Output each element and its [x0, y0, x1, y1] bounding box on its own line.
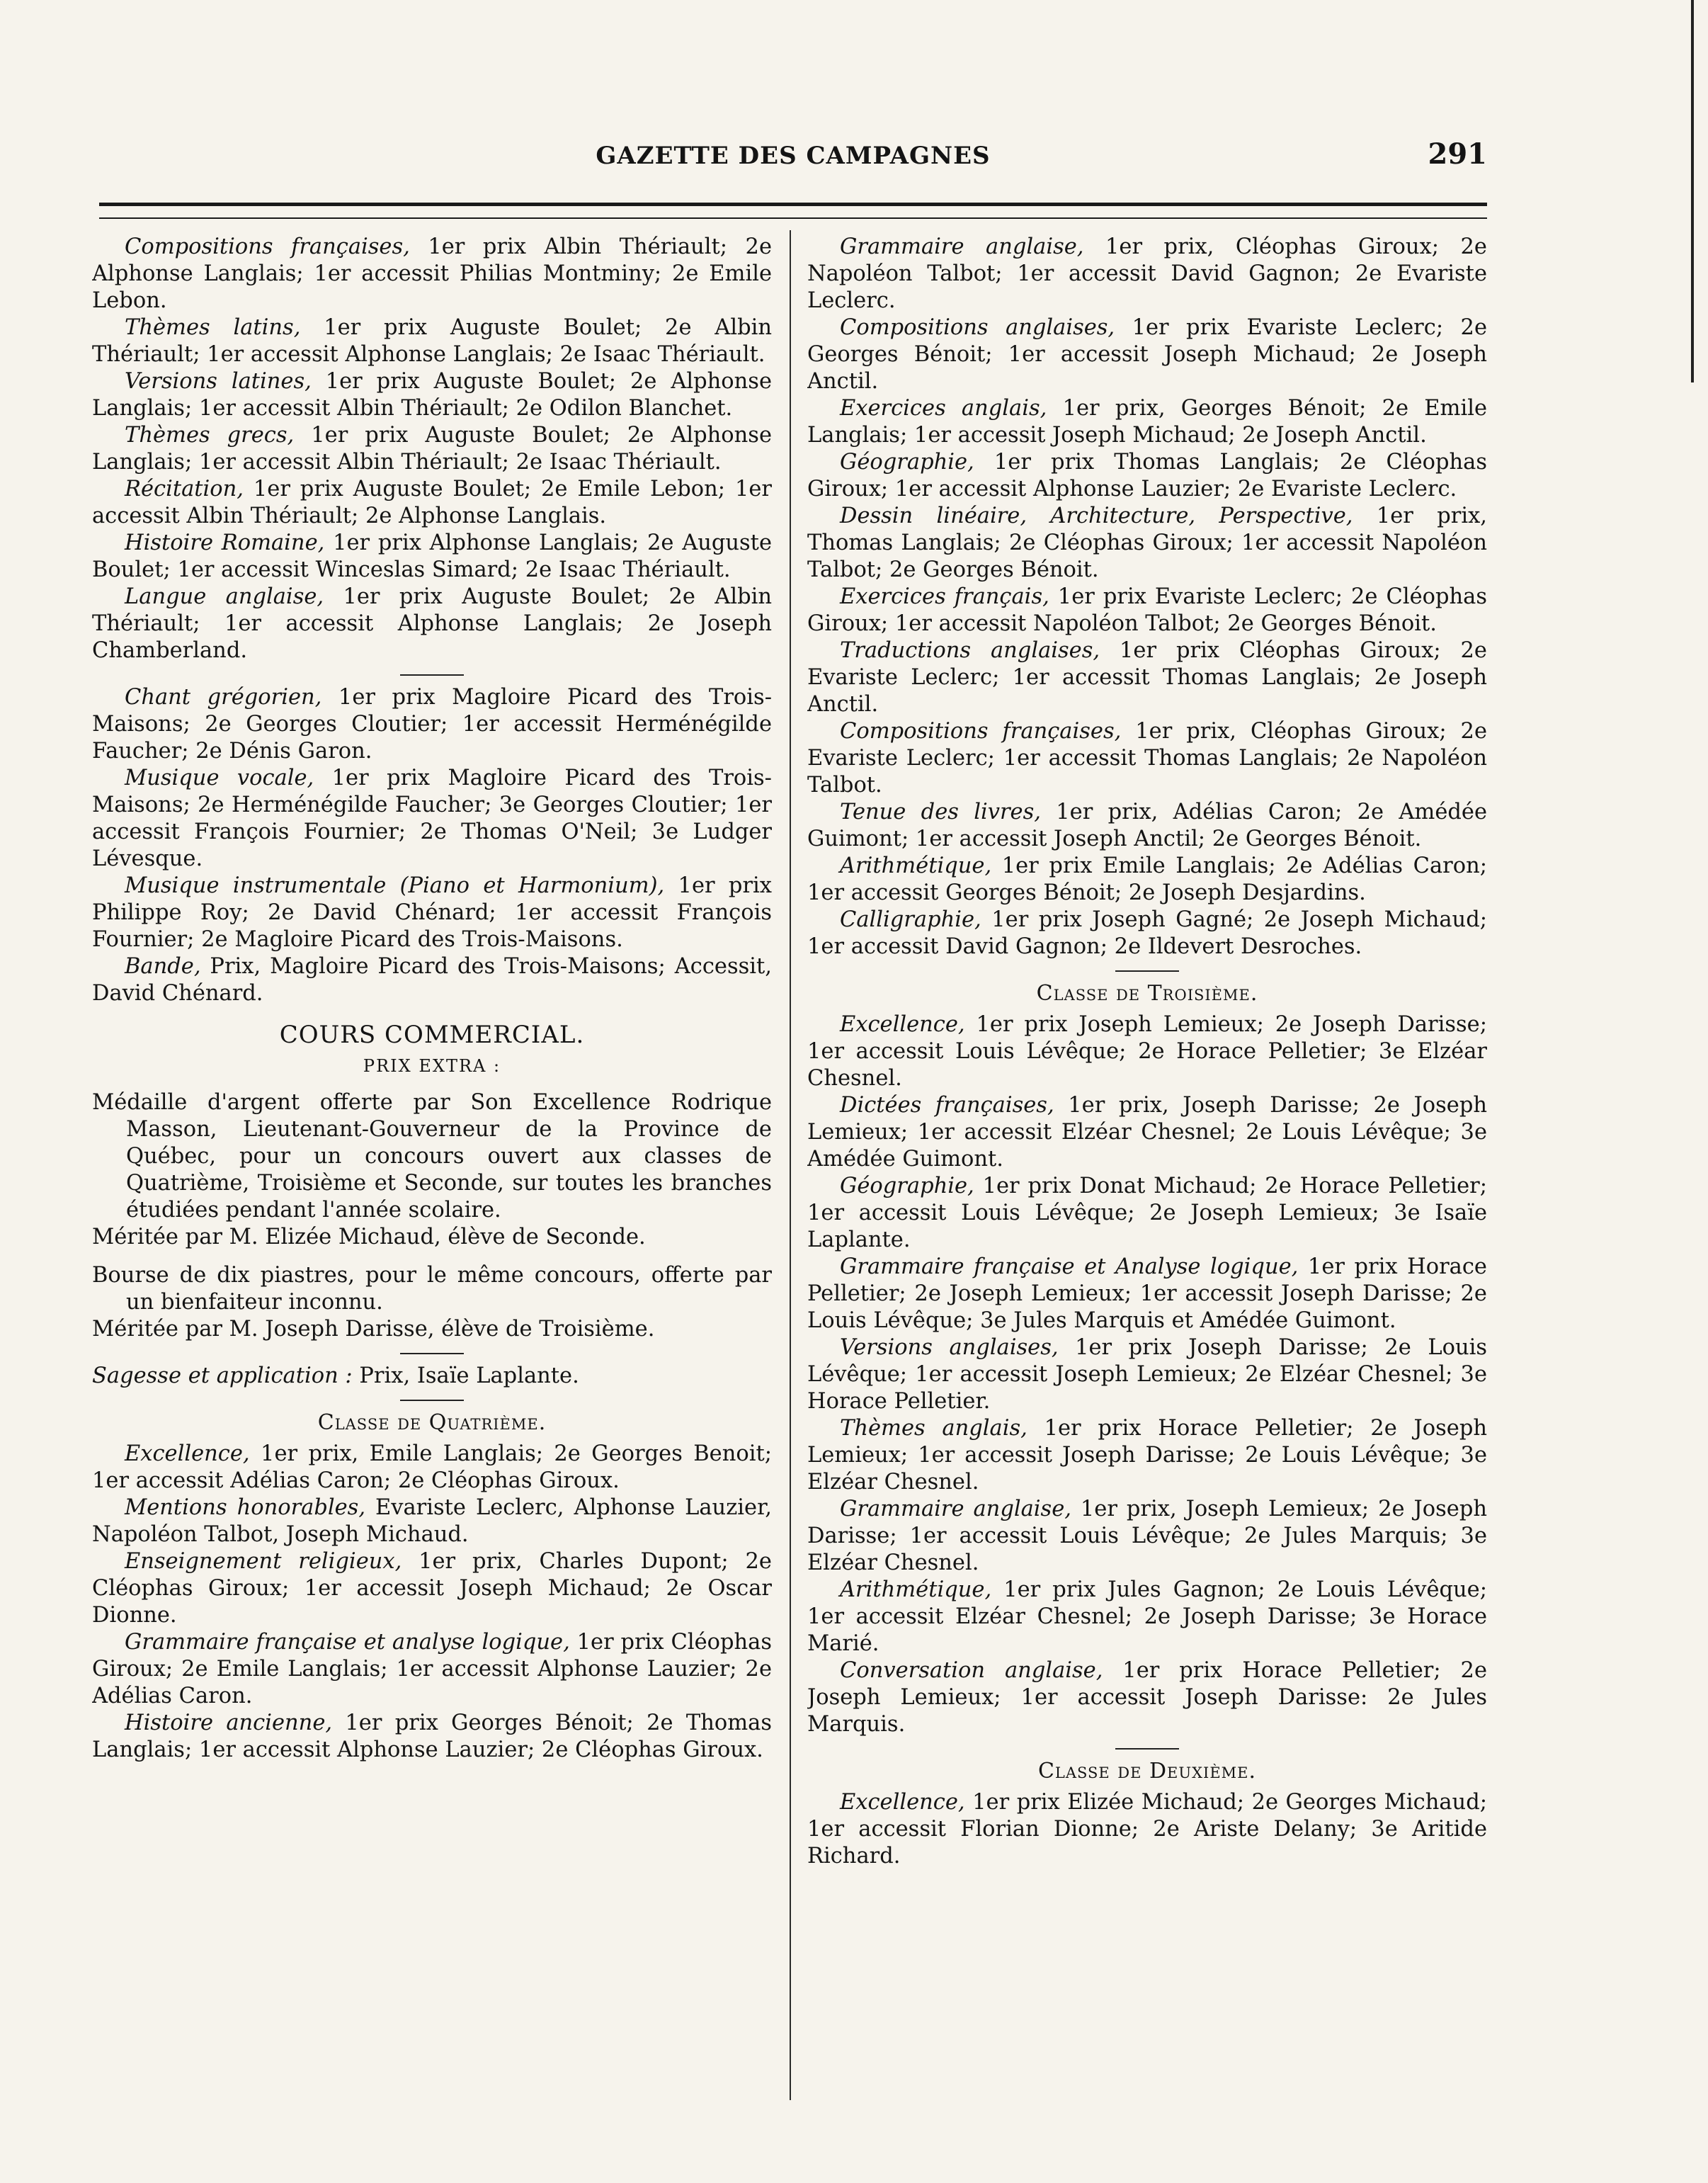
prize-entry [807, 449, 1487, 503]
subject-label: Thèmes grecs, [125, 423, 295, 448]
subject-label: Conversation anglaise, [840, 1658, 1103, 1683]
prize-winners: 1er prix Magloire Picard des Trois-Maisons; 2e Georges Cloutier; 1er accessit Herménégilde Faucher; 2e Dénis Garon. [92, 685, 772, 764]
subject-label: Traductions anglaises, [840, 638, 1100, 663]
subject-label: Bande, [125, 954, 201, 979]
medaille-winner: Méritée par M. Elizée Michaud, élève de Seconde. [92, 1225, 646, 1249]
subject-label: Récitation, [125, 477, 244, 501]
prize-entry [807, 853, 1487, 907]
prize-entry [807, 584, 1487, 637]
prize-winners: 1er prix Joseph Lemieux; 2e Joseph Darisse; 1er accessit Louis Lévêque; 2e Horace Pelletier; 3e Elzéar Chesnel. [807, 1012, 1487, 1091]
prize-winners: 1er prix, Georges Bénoit; 2e Emile Langlais; 1er accessit Joseph Michaud; 2e Joseph Anctil. [807, 396, 1487, 448]
prize-entry [807, 234, 1487, 314]
subject-label: Grammaire anglaise, [840, 234, 1084, 259]
prize-entry [92, 476, 772, 530]
section-divider [1115, 970, 1179, 972]
quatrieme-heading: Classe de Quatrième. [317, 1410, 547, 1435]
prize-entry [92, 873, 772, 953]
prize-list-quatrieme-cont [807, 234, 1487, 960]
subject-label: Histoire ancienne, [125, 1711, 333, 1735]
subject-label: Excellence, [125, 1441, 250, 1466]
prix-extra-subheading: PRIX EXTRA : [363, 1056, 501, 1076]
prize-winners: 1er prix, Charles Dupont; 2e Cléophas Giroux; 1er accessit Joseph Michaud; 2e Oscar Dionne. [92, 1549, 772, 1628]
prize-winners: 1er prix Auguste Boulet; 2e Alphonse Langlais; 1er accessit Albin Thériault; 2e Isaac Thériault. [92, 423, 772, 475]
prize-list-troisieme [807, 1011, 1487, 1738]
prize-entry [92, 953, 772, 1007]
sagesse-paragraph [92, 1363, 772, 1390]
prize-winners: 1er prix Horace Pelletier; 2e Joseph Lemieux; 1er accessit Joseph Darisse; 2e Louis Lévêque; 3e Jules Marquis et Amédée Guimont. [807, 1254, 1487, 1333]
prize-winners: 1er prix Auguste Boulet; 2e Emile Lebon; 1er accessit Albin Thériault; 2e Alphonse Langlais. [92, 477, 772, 528]
prize-entry [92, 368, 772, 422]
section-divider [400, 1353, 464, 1354]
prize-winners: 1er prix Auguste Boulet; 2e Albin Thériault; 1er accessit Alphonse Langlais; 2e Joseph Chamberland. [92, 584, 772, 663]
prize-entry [807, 314, 1487, 395]
prize-winners: 1er prix Auguste Boulet; 2e Albin Thériault; 1er accessit Alphonse Langlais; 2e Isaac Thériault. [92, 315, 772, 367]
bourse-winner: Méritée par M. Joseph Darisse, élève de Troisième. [92, 1317, 655, 1342]
subject-label: Compositions anglaises, [840, 315, 1115, 340]
subject-label: Calligraphie, [840, 907, 981, 932]
prize-entry [807, 1011, 1487, 1092]
prize-winners: 1er prix Joseph Gagné; 2e Joseph Michaud; 1er accessit David Gagnon; 2e Ildevert Desroches. [807, 907, 1487, 959]
prize-entry [92, 234, 772, 314]
prize-winners: 1er prix Donat Michaud; 2e Horace Pelletier; 1er accessit Louis Lévêque; 2e Joseph Lemieux; 3e Isaïe Laplante. [807, 1174, 1487, 1252]
prize-entry [807, 395, 1487, 449]
deuxieme-heading: Classe de Deuxième. [1037, 1759, 1257, 1784]
sagesse-label: Sagesse et application : [92, 1363, 353, 1388]
subject-label: Langue anglaise, [125, 584, 324, 609]
prize-winners: 1er prix Georges Bénoit; 2e Thomas Langlais; 1er accessit Alphonse Lauzier; 2e Cléophas Giroux. [92, 1711, 772, 1762]
prize-winners: 1er prix Evariste Leclerc; 2e Cléophas Giroux; 1er accessit Napoléon Talbot; 2e Georges Bénoit. [807, 584, 1487, 636]
prize-entry [807, 1657, 1487, 1738]
prize-list-quatrieme [92, 1441, 772, 1764]
subject-label: Musique instrumentale (Piano et Harmonium), [125, 873, 665, 898]
prize-entry [92, 530, 772, 584]
prize-winners: 1er prix Evariste Leclerc; 2e Georges Bénoit; 1er accessit Joseph Michaud; 2e Joseph Anctil. [807, 315, 1487, 394]
prize-entry [807, 718, 1487, 799]
prize-winners: 1er prix Joseph Darisse; 2e Louis Lévêque; 1er accessit Joseph Lemieux; 2e Elzéar Chesnel; 3e Horace Pelletier. [807, 1335, 1487, 1414]
subject-label: Grammaire française et Analyse logique, [840, 1254, 1299, 1279]
sagesse-winner: Prix, Isaïe Laplante. [352, 1363, 579, 1388]
subject-label: Mentions honorables, [125, 1495, 366, 1520]
prize-entry [92, 1629, 772, 1710]
prize-winners: 1er prix, Emile Langlais; 2e Georges Benoit; 1er accessit Adélias Caron; 2e Cléophas Giroux. [92, 1441, 772, 1493]
prize-entry [92, 684, 772, 765]
prize-winners: 1er prix, Cléophas Giroux; 2e Napoléon Talbot; 1er accessit David Gagnon; 2e Evariste Leclerc. [807, 234, 1487, 313]
subject-label: Arithmétique, [840, 1577, 992, 1602]
header-rule [99, 203, 1487, 219]
prize-entry [92, 584, 772, 664]
prize-entry [807, 1254, 1487, 1334]
subject-label: Géographie, [840, 1174, 974, 1198]
prize-entry [807, 1577, 1487, 1657]
subject-label: Géographie, [840, 450, 974, 475]
prize-winners: 1er prix Auguste Boulet; 2e Alphonse Langlais; 1er accessit Albin Thériault; 2e Odilon Blanchet. [92, 369, 772, 421]
prize-winners: 1er prix Jules Gagnon; 2e Louis Lévêque; 1er accessit Elzéar Chesnel; 2e Joseph Darisse; 3e Horace Marié. [807, 1577, 1487, 1656]
subject-label: Versions anglaises, [840, 1335, 1059, 1360]
prize-winners: 1er prix Horace Pelletier; 2e Joseph Lemieux; 1er accessit Joseph Darisse: 2e Jules Marquis. [807, 1658, 1487, 1737]
subject-label: Thèmes latins, [125, 315, 301, 340]
subject-label: Arithmétique, [840, 854, 992, 878]
prize-entry [92, 422, 772, 476]
publication-title: GAZETTE DES CAMPAGNES [596, 142, 991, 170]
prize-entry [807, 1415, 1487, 1496]
prize-entry [92, 1548, 772, 1629]
prize-entry [92, 765, 772, 873]
prize-entry [92, 1495, 772, 1548]
subject-label: Excellence, [840, 1012, 965, 1037]
page-number: 291 [1428, 137, 1487, 171]
prize-winners: 1er prix Cléophas Giroux; 2e Emile Langlais; 1er accessit Alphonse Lauzier; 2e Adélias Caron. [92, 1630, 772, 1708]
subject-label: Chant grégorien, [125, 685, 322, 710]
subject-label: Grammaire anglaise, [840, 1497, 1071, 1521]
subject-label: Versions latines, [125, 369, 312, 394]
prize-winners: 1er prix, Cléophas Giroux; 2e Evariste Leclerc; 1er accessit Thomas Langlais; 2e Napoléon Talbot. [807, 719, 1487, 798]
right-column [807, 234, 1487, 2090]
subject-label: Musique vocale, [125, 766, 314, 790]
subject-label: Excellence, [840, 1790, 965, 1815]
subject-label: Dessin linéaire, Architecture, Perspective, [840, 504, 1353, 528]
prize-winners: 1er prix Alphonse Langlais; 2e Auguste Boulet; 1er accessit Winceslas Simard; 2e Isaac Thériault. [92, 531, 772, 582]
page-header [99, 135, 1487, 177]
prize-entry [807, 1789, 1487, 1870]
prize-entry [92, 314, 772, 368]
cours-commercial-heading: COURS COMMERCIAL. [279, 1021, 585, 1049]
subject-label: Tenue des livres, [840, 800, 1041, 824]
subject-label: Thèmes anglais, [840, 1416, 1027, 1441]
prize-winners: 1er prix Magloire Picard des Trois-Maisons; 2e Herménégilde Faucher; 3e Georges Cloutier; 1er accessit François Fournier; 2e Thomas O'Neil; 3e Ludger Lévesque. [92, 766, 772, 871]
prize-entry [807, 799, 1487, 853]
subject-label: Histoire Romaine, [125, 531, 325, 555]
subject-label: Enseignement religieux, [125, 1549, 402, 1574]
column-divider [790, 230, 791, 2100]
prize-winners: 1er prix, Adélias Caron; 2e Amédée Guimont; 1er accessit Joseph Anctil; 2e Georges Bénoit. [807, 800, 1487, 851]
section-divider [1115, 1748, 1179, 1750]
section-divider [400, 1400, 464, 1401]
prize-entry [807, 1496, 1487, 1577]
prize-list-seconde [92, 234, 772, 664]
prize-winners: 1er prix Philippe Roy; 2e David Chénard; 1er accessit François Fournier; 2e Magloire Picard des Trois-Maisons. [92, 873, 772, 952]
subject-label: Compositions françaises, [125, 234, 410, 259]
medaille-paragraph: Médaille d'argent offerte par Son Excellence Rodrique Masson, Lieutenant-Gouverneur de la Province de Québec, pour un concours ouvert aux classes de Quatrième, Troisième et Seconde, sur toutes les branches étudiées pendant l'année scolaire. [92, 1090, 772, 1223]
page-edge-rule [1691, 0, 1694, 382]
subject-label: Exercices anglais, [840, 396, 1047, 421]
prize-entry [92, 1441, 772, 1495]
prize-winners: 1er prix Elizée Michaud; 2e Georges Michaud; 1er accessit Florian Dionne; 2e Ariste Delany; 3e Aritide Richard. [807, 1790, 1487, 1869]
prize-entry [807, 503, 1487, 584]
prize-winners: 1er prix, Joseph Darisse; 2e Joseph Lemieux; 1er accessit Elzéar Chesnel; 2e Louis Lévêque; 3e Amédée Guimont. [807, 1093, 1487, 1172]
troisieme-heading: Classe de Troisième. [1036, 981, 1258, 1006]
bourse-paragraph: Bourse de dix piastres, pour le même concours, offerte par un bienfaiteur inconnu. [92, 1263, 772, 1315]
prize-entry [807, 1334, 1487, 1415]
prize-winners: 1er prix, Thomas Langlais; 2e Cléophas Giroux; 1er accessit Napoléon Talbot; 2e Georges Bénoit. [807, 504, 1487, 582]
left-column [92, 234, 772, 2090]
subject-label: Compositions françaises, [840, 719, 1122, 744]
prize-entry [807, 1173, 1487, 1254]
prize-winners: 1er prix Emile Langlais; 2e Adélias Caron; 1er accessit Georges Bénoit; 2e Joseph Desjardins. [807, 854, 1487, 905]
prize-entry [807, 907, 1487, 960]
prize-entry [807, 1092, 1487, 1173]
prize-list-deuxieme [807, 1789, 1487, 1870]
section-divider [400, 674, 464, 676]
prize-winners: 1er prix Horace Pelletier; 2e Joseph Lemieux; 1er accessit Joseph Darisse; 2e Louis Lévêque; 3e Elzéar Chesnel. [807, 1416, 1487, 1495]
prize-winners: 1er prix, Joseph Lemieux; 2e Joseph Darisse; 1er accessit Louis Lévêque; 2e Jules Marquis; 3e Elzéar Chesnel. [807, 1497, 1487, 1575]
prize-winners: Evariste Leclerc, Alphonse Lauzier, Napoléon Talbot, Joseph Michaud. [92, 1495, 772, 1547]
subject-label: Dictées françaises, [840, 1093, 1054, 1118]
subject-label: Exercices français, [840, 584, 1049, 609]
prize-winners: Prix, Magloire Picard des Trois-Maisons; Accessit, David Chénard. [92, 954, 772, 1006]
subject-label: Grammaire française et analyse logique, [125, 1630, 570, 1655]
prize-entry [807, 637, 1487, 718]
prize-entry [92, 1710, 772, 1764]
prize-winners: 1er prix Cléophas Giroux; 2e Evariste Leclerc; 1er accessit Thomas Langlais; 2e Joseph Anctil. [807, 638, 1487, 717]
prize-list-music [92, 684, 772, 1007]
prize-winners: 1er prix Thomas Langlais; 2e Cléophas Giroux; 1er accessit Alphonse Lauzier; 2e Evariste Leclerc. [807, 450, 1487, 501]
prize-winners: 1er prix Albin Thériault; 2e Alphonse Langlais; 1er accessit Philias Montminy; 2e Emile Lebon. [92, 234, 772, 313]
